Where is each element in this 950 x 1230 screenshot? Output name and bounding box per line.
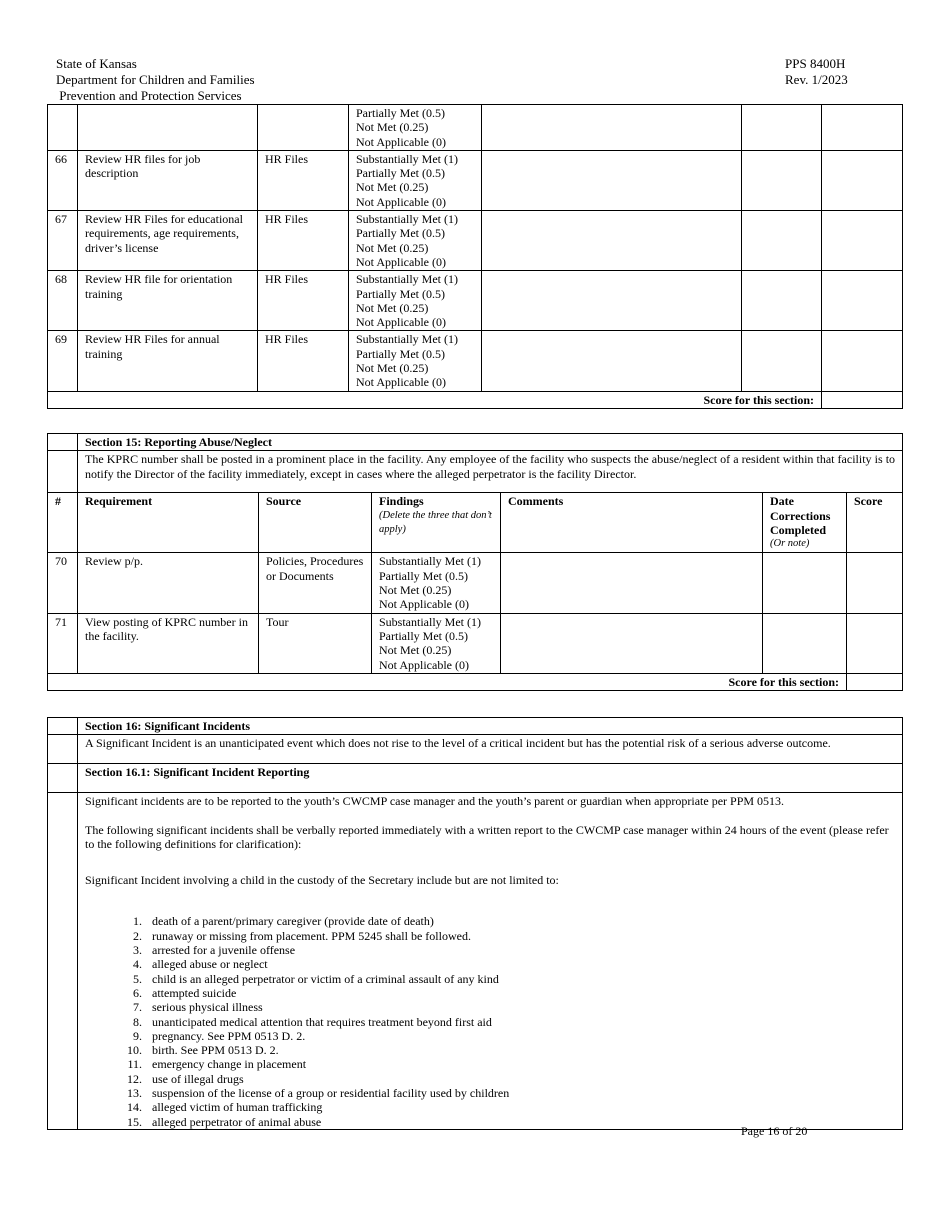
requirement-cell: View posting of KPRC number in the facility. [78, 613, 259, 673]
row-number: 67 [48, 211, 78, 271]
score-cell [847, 553, 903, 613]
score-label: Score for this section: [48, 391, 822, 408]
date-cell [742, 271, 822, 331]
comments-cell [482, 211, 742, 271]
section-16-1-title: Section 16.1: Significant Incident Reporting [78, 764, 903, 793]
score-row [48, 673, 903, 690]
paragraph: Significant Incident involving a child in the custody of the Secretary include but are not limited to: [85, 873, 559, 888]
table-row [48, 211, 903, 271]
list-item: 12. use of illegal drugs [127, 1071, 244, 1086]
requirement-cell: Review HR file for orientation training [78, 271, 258, 331]
list-item: 11. emergency change in placement [127, 1057, 307, 1072]
table-row [48, 553, 903, 613]
list-item: 14. alleged victim of human trafficking [127, 1100, 323, 1115]
date-cell [742, 150, 822, 210]
requirement-cell: Review HR Files for annual training [78, 331, 258, 391]
significant-incident-list [120, 914, 895, 1128]
header-comments: Comments [501, 493, 763, 553]
table-row [48, 331, 903, 391]
list-item: 2. runaway or missing from placement. PPM 5245 shall be followed. [133, 928, 471, 943]
header-department: Department for Children and Families [56, 72, 255, 87]
header-division: Prevention and Protection Services [56, 88, 242, 103]
comments-cell [501, 553, 763, 613]
hr-files-table [47, 104, 903, 409]
header-num: # [48, 493, 78, 553]
header-form-number: PPS 8400H [785, 56, 846, 71]
list-item: 5. child is an alleged perpetrator or victim of a criminal assault of any kind [133, 971, 499, 986]
row-number: 70 [48, 553, 78, 613]
table-row [48, 613, 903, 673]
date-cell [742, 211, 822, 271]
page-number: Page 16 of 20 [741, 1124, 808, 1138]
requirement-cell: Review HR Files for educational requirements, age requirements, driver’s license [78, 211, 258, 271]
findings-cell: Substantially Met (1) Partially Met (0.5) Not Met (0.25) Not Applicable (0) [372, 553, 501, 613]
section-score-cell [847, 673, 903, 690]
requirement-cell: Review p/p. [78, 553, 259, 613]
list-item: 7. serious physical illness [133, 1000, 263, 1015]
section-15-table [47, 433, 903, 691]
list-item: 9. pregnancy. See PPM 0513 D. 2. [133, 1028, 306, 1043]
header-right [785, 56, 848, 88]
section-score-cell [822, 391, 903, 408]
findings-cell: Substantially Met (1) Partially Met (0.5) Not Met (0.25) Not Applicable (0) [372, 613, 501, 673]
header-findings: Findings (Delete the three that don’t apply) [372, 493, 501, 553]
row-number: 71 [48, 613, 78, 673]
section-16-definition: A Significant Incident is an unanticipated event which does not rise to the level of a critical incident but has the potential risk of a serious adverse outcome. [78, 735, 903, 764]
header-requirement: Requirement [78, 493, 259, 553]
score-cell [822, 150, 903, 210]
section-16-1-body [78, 793, 903, 1130]
header-state: State of Kansas [56, 56, 137, 71]
section-15-title: Section 15: Reporting Abuse/Neglect [78, 434, 903, 451]
list-item: 13. suspension of the license of a group or residential facility used by children [127, 1086, 510, 1101]
score-cell [847, 613, 903, 673]
date-cell [763, 553, 847, 613]
header-source: Source [259, 493, 372, 553]
date-cell [763, 613, 847, 673]
section-15-intro: The KPRC number shall be posted in a prominent place in the facility. Any employee of the facility who suspects the abuse/neglect of a resident within that facility is to notify the Director of the facility immediately, except in cases where the alleged perpetrator is the facility Director. [78, 451, 903, 493]
section-16-title: Section 16: Significant Incidents [78, 718, 903, 735]
table-row [48, 105, 903, 151]
list-item: 10. birth. See PPM 0513 D. 2. [127, 1043, 279, 1058]
source-cell: HR Files [258, 271, 349, 331]
row-number: 66 [48, 150, 78, 210]
table-row [48, 150, 903, 210]
requirement-cell: Review HR files for job description [78, 150, 258, 210]
comments-cell [501, 613, 763, 673]
score-label: Score for this section: [48, 673, 847, 690]
list-item: 3. arrested for a juvenile offense [133, 943, 296, 958]
paragraph: The following significant incidents shall be verbally reported immediately with a written report to the CWCMP case manager within 24 hours of the event (please refer to the following definitions for clarification): [85, 822, 889, 851]
row-number: 68 [48, 271, 78, 331]
source-cell: Tour [259, 613, 372, 673]
source-cell: HR Files [258, 150, 349, 210]
date-cell [742, 331, 822, 391]
column-headers [48, 493, 903, 553]
header-score: Score [847, 493, 903, 553]
source-cell: HR Files [258, 331, 349, 391]
findings-cell: Substantially Met (1) Partially Met (0.5) Not Met (0.25) Not Applicable (0) [349, 211, 482, 271]
table-row [48, 271, 903, 331]
findings-cell: Substantially Met (1) Partially Met (0.5) Not Met (0.25) Not Applicable (0) [349, 271, 482, 331]
list-item: 6. attempted suicide [133, 985, 237, 1000]
list-item: 4. alleged abuse or neglect [133, 957, 268, 972]
comments-cell [482, 150, 742, 210]
list-item: 1. death of a parent/primary caregiver (provide date of death) [133, 914, 434, 929]
score-cell [822, 331, 903, 391]
list-item: 15. alleged perpetrator of animal abuse [127, 1114, 322, 1129]
section-16-table [47, 717, 903, 1130]
header-date: Date Corrections Completed (Or note) [763, 493, 847, 553]
score-cell [822, 211, 903, 271]
comments-cell [482, 271, 742, 331]
source-cell: Policies, Procedures or Documents [259, 553, 372, 613]
paragraph: Significant incidents are to be reported to the youth’s CWCMP case manager and the youth’s parent or guardian when appropriate per PPM 0513. [85, 794, 785, 809]
source-cell: HR Files [258, 211, 349, 271]
findings-cell: Partially Met (0.5) Not Met (0.25) Not Applicable (0) [349, 105, 482, 151]
findings-cell: Substantially Met (1) Partially Met (0.5) Not Met (0.25) Not Applicable (0) [349, 331, 482, 391]
score-cell [822, 271, 903, 331]
list-item: 8. unanticipated medical attention that requires treatment beyond first aid [133, 1014, 492, 1029]
row-number: 69 [48, 331, 78, 391]
header-left [56, 56, 255, 104]
score-row [48, 391, 903, 408]
header-revision: Rev. 1/2023 [785, 72, 848, 87]
findings-cell: Substantially Met (1) Partially Met (0.5) Not Met (0.25) Not Applicable (0) [349, 150, 482, 210]
comments-cell [482, 331, 742, 391]
